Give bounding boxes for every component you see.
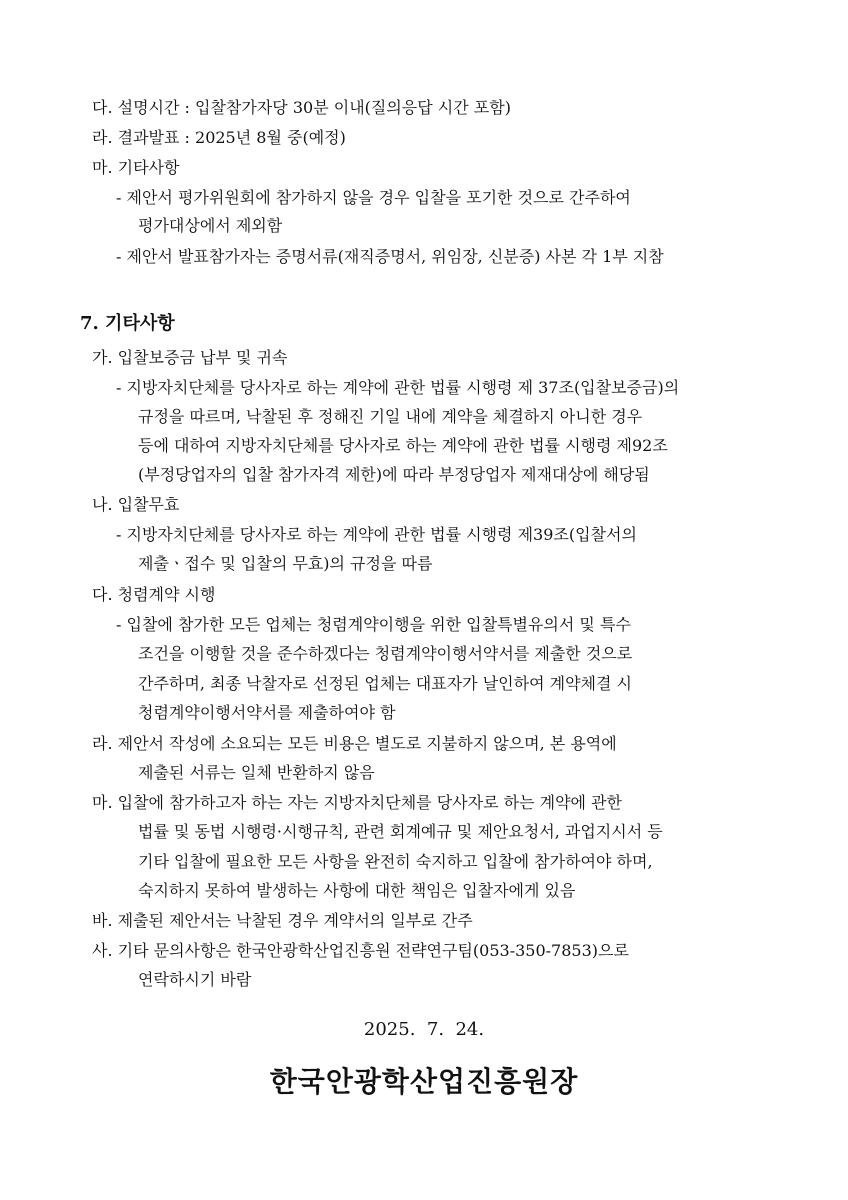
item-ra-costs: 라. 제안서 작성에 소요되는 모든 비용은 별도로 지불하지 않으며, 본 용역에 [92,734,617,753]
bullet-line: - 입찰에 참가한 모든 업체는 청렴계약이행을 위한 입찰특별유의서 및 특수 [116,615,631,634]
item-da-integrity-contract: 다. 청렴계약 시행 [92,585,216,604]
item-na-invalid-bid: 나. 입찰무효 [92,495,180,514]
bullet-line: 청렴계약이행서약서를 제출하여야 함 [138,703,396,722]
item-ma-other: 마. 기타사항 [92,158,180,177]
item-ra-result-announcement: 라. 결과발표 : 2025년 8월 중(예정) [92,128,346,147]
item-ga-bid-bond: 가. 입찰보증금 납부 및 귀속 [92,348,288,367]
bullet-line: 조건을 이행할 것을 준수하겠다는 청렴계약이행서약서를 제출한 것으로 [138,644,633,663]
bullet-line: - 지방자치단체를 당사자로 하는 계약에 관한 법률 시행령 제39조(입찰서의 [116,525,637,544]
item-sa-inquiries: 사. 기타 문의사항은 한국안광학산업진흥원 전략연구팀(053-350-7853)으로 [92,941,629,960]
item-ba-submitted-proposal: 바. 제출된 제안서는 낙찰된 경우 계약서의 일부로 간주 [92,911,473,930]
issuer-signature: 한국안광학산업진흥원장 [269,1065,579,1098]
item-ma-participants: 마. 입찰에 참가하고자 하는 자는 지방자치단체를 당사자로 하는 계약에 관한 [92,793,622,812]
bullet-line: (부정당업자의 입찰 참가자격 제한)에 따라 부정당업자 제재대상에 해당됨 [138,465,650,484]
bullet-line: 제출ㆍ접수 및 입찰의 무효)의 규정을 따름 [138,554,433,573]
bullet-line: 등에 대하여 지방자치단체를 당사자로 하는 계약에 관한 법률 시행령 제92조 [138,436,668,455]
document-date: 2025. 7. 24. [363,1019,485,1040]
bullet-line: - 지방자치단체를 당사자로 하는 계약에 관한 법률 시행령 제 37조(입찰보증금)의 [116,378,680,397]
item-line: 법률 및 동법 시행령·시행규칙, 관련 회계예규 및 제안요청서, 과업지시서 등 [138,822,663,841]
bullet-line: 간주하며, 최종 낙찰자로 선정된 업체는 대표자가 날인하여 계약체결 시 [138,674,632,693]
item-line: 기타 입찰에 필요한 모든 사항을 완전히 숙지하고 입찰에 참가하여야 하며, [138,852,653,871]
bullet-line: 규정을 따르며, 낙찰된 후 정해진 기일 내에 계약을 체결하지 아니한 경우 [138,407,643,426]
item-line: 제출된 서류는 일체 반환하지 않음 [138,763,375,782]
item-da-explanation-time: 다. 설명시간 : 입찰참가자당 30분 이내(질의응답 시간 포함) [92,98,511,117]
bullet-line: - 제안서 평가위원회에 참가하지 않을 경우 입찰을 포기한 것으로 간주하여 [116,188,631,207]
section-heading: 7. 기타사항 [80,313,175,334]
bullet-line: 평가대상에서 제외함 [138,216,283,235]
item-line: 연락하시기 바람 [138,970,252,989]
item-line: 숙지하지 못하여 발생하는 사항에 대한 책임은 입찰자에게 있음 [138,881,576,900]
bullet-line: - 제안서 발표참가자는 증명서류(재직증명서, 위임장, 신분증) 사본 각 1부 지참 [116,247,664,266]
